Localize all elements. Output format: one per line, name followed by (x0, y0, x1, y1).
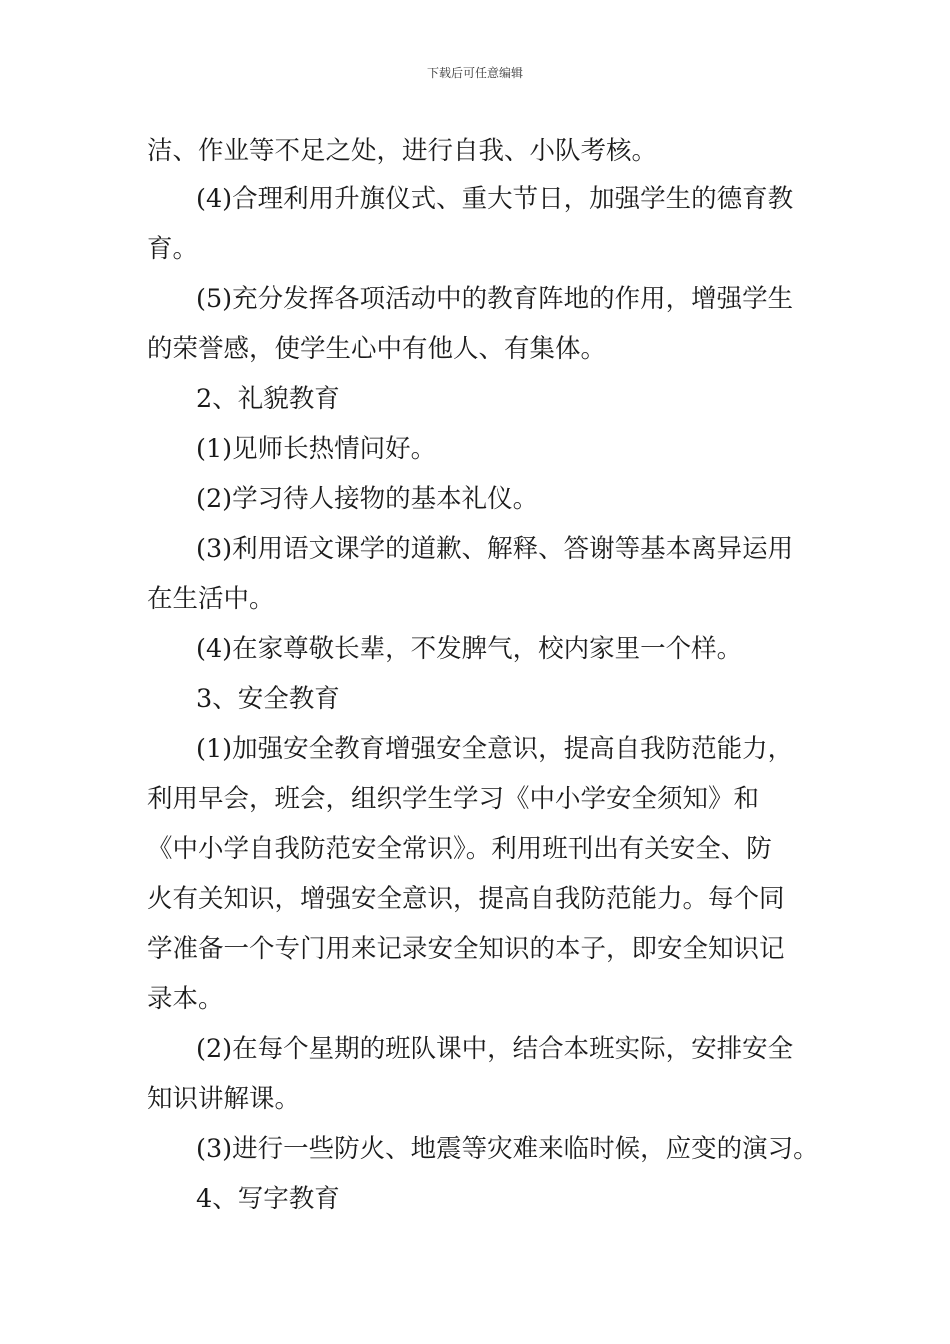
text-line: 《中小学自我防范安全常识》。利用班刊出有关安全、防 (147, 834, 772, 864)
text-line: 在生活中。 (147, 584, 275, 614)
text-line: (4)在家尊敬长辈，不发脾气，校内家里一个样。 (196, 634, 743, 664)
text-line: (2)学习待人接物的基本礼仪。 (196, 484, 539, 514)
text-line: (2)在每个星期的班队课中，结合本班实际，安排安全 (196, 1034, 794, 1064)
text-line: (1)见师长热情问好。 (196, 434, 437, 464)
text-line: 录本。 (147, 984, 224, 1014)
text-line: (3)进行一些防火、地震等灾难来临时候，应变的演习。 (196, 1134, 819, 1164)
text-line: (5)充分发挥各项活动中的教育阵地的作用，增强学生 (196, 284, 794, 314)
text-line: 利用早会，班会，组织学生学习《中小学安全须知》和 (147, 784, 760, 814)
section-heading: 3、安全教育 (196, 684, 340, 714)
text-line: 育。 (147, 234, 199, 264)
section-heading: 2、礼貌教育 (196, 384, 340, 414)
text-line: (1)加强安全教育增强安全意识，提高自我防范能力， (196, 734, 794, 764)
text-line: 火有关知识，增强安全意识，提高自我防范能力。每个同 (147, 884, 785, 914)
text-line: (3)利用语文课学的道歉、解释、答谢等基本离异运用 (196, 534, 794, 564)
text-line: 知识讲解课。 (147, 1084, 301, 1114)
text-line: 的荣誉感，使学生心中有他人、有集体。 (147, 334, 607, 364)
text-line: 学准备一个专门用来记录安全知识的本子，即安全知识记 (147, 934, 785, 964)
text-line: (4)合理利用升旗仪式、重大节日，加强学生的德育教 (196, 184, 794, 214)
text-line: 洁、作业等不足之处，进行自我、小队考核。 (147, 136, 658, 166)
page-header: 下载后可任意编辑 (426, 66, 523, 80)
section-heading: 4、写字教育 (196, 1184, 340, 1214)
